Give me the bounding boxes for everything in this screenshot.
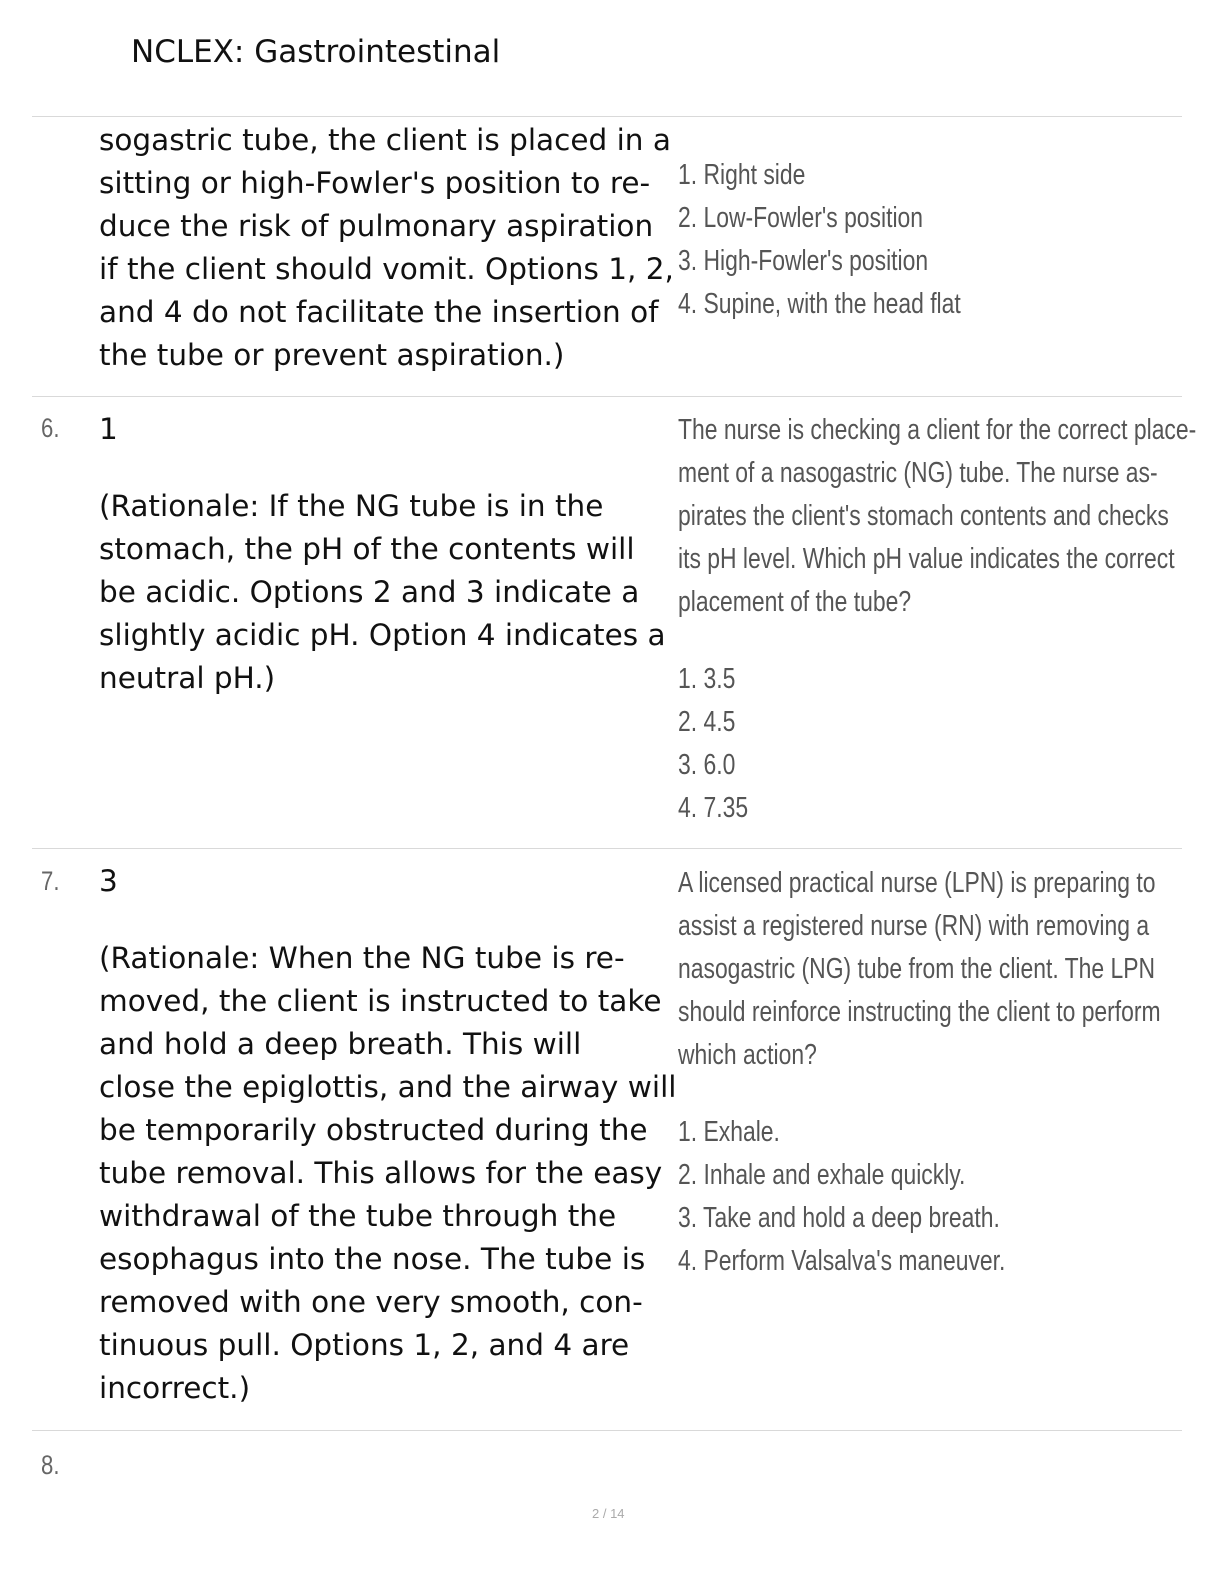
rationale-line: neutral pH.) (99, 661, 276, 695)
item-6-number: 6. (41, 413, 60, 443)
option: 2. Inhale and exhale quickly. (678, 1159, 966, 1191)
rationale-line: duce the risk of pulmonary aspiration (99, 209, 654, 243)
question-line: The nurse is checking a client for the correct place- (678, 414, 1197, 446)
question-line: pirates the client's stomach contents and checks (678, 500, 1169, 532)
rationale-line: tube removal. This allows for the easy (99, 1156, 663, 1190)
rationale-line: sitting or high-Fowler's position to re- (99, 166, 651, 200)
page-title: NCLEX: Gastrointestinal (131, 34, 501, 70)
page-number: 2 / 14 (592, 1506, 625, 1521)
rationale-line: esophagus into the nose. The tube is (99, 1242, 646, 1276)
rationale-line: sogastric tube, the client is placed in a (99, 123, 671, 157)
option: 4. 7.35 (678, 792, 749, 824)
question-line: A licensed practical nurse (LPN) is preparing to (678, 867, 1156, 899)
rationale-line: removed with one very smooth, con- (99, 1285, 643, 1319)
rationale-line: and hold a deep breath. This will (99, 1027, 582, 1061)
rationale-line: be acidic. Options 2 and 3 indicate a (99, 575, 640, 609)
option: 1. Exhale. (678, 1116, 780, 1148)
option: 3. 6.0 (678, 749, 736, 781)
question-line: ment of a nasogastric (NG) tube. The nurse as- (678, 457, 1158, 489)
question-line: which action? (678, 1039, 817, 1071)
rationale-line: and 4 do not facilitate the insertion of (99, 295, 659, 329)
item-7-rationale (99, 860, 679, 1410)
item-7-number: 7. (41, 866, 60, 896)
question-line: nasogastric (NG) tube from the client. The LPN (678, 953, 1156, 985)
item-7-question (678, 862, 1161, 1283)
option: 2. 4.5 (678, 706, 736, 738)
rationale-line: be temporarily obstructed during the (99, 1113, 648, 1147)
option: 1. 3.5 (678, 663, 736, 695)
rationale-line: moved, the client is instructed to take (99, 984, 662, 1018)
option: 1. Right side (678, 159, 806, 191)
item-5-rationale (99, 119, 679, 377)
question-line: should reinforce instructing the client to perform (678, 996, 1161, 1028)
rationale-line: if the client should vomit. Options 1, 2, (99, 252, 674, 286)
rationale-line: the tube or prevent aspiration.) (99, 338, 565, 372)
rationale-line: close the epiglottis, and the airway will (99, 1070, 677, 1104)
option: 3. Take and hold a deep breath. (678, 1202, 1000, 1234)
rationale-line: slightly acidic pH. Option 4 indicates a (99, 618, 666, 652)
question-line: its pH level. Which pH value indicates the correct (678, 543, 1175, 575)
divider (32, 396, 1182, 397)
question-line: placement of the tube? (678, 586, 912, 618)
rationale-line: incorrect.) (99, 1371, 251, 1405)
divider (32, 848, 1182, 849)
rationale-line: stomach, the pH of the contents will (99, 532, 635, 566)
item-8-number: 8. (41, 1450, 60, 1480)
rationale-line: (Rationale: When the NG tube is re- (99, 941, 625, 975)
option: 4. Perform Valsalva's maneuver. (678, 1245, 1006, 1277)
rationale-line: withdrawal of the tube through the (99, 1199, 617, 1233)
answer-key: 3 (99, 864, 118, 898)
item-6-question (678, 409, 1196, 830)
rationale-line: (Rationale: If the NG tube is in the (99, 489, 604, 523)
question-line: assist a registered nurse (RN) with removing a (678, 910, 1150, 942)
answer-key: 1 (99, 412, 118, 446)
divider (32, 1430, 1182, 1431)
divider (32, 116, 1182, 117)
rationale-line: tinuous pull. Options 1, 2, and 4 are (99, 1328, 630, 1362)
option: 4. Supine, with the head flat (678, 288, 961, 320)
item-5-options (678, 154, 961, 326)
option: 3. High-Fowler's position (678, 245, 929, 277)
item-6-rationale (99, 408, 679, 700)
option: 2. Low-Fowler's position (678, 202, 924, 234)
